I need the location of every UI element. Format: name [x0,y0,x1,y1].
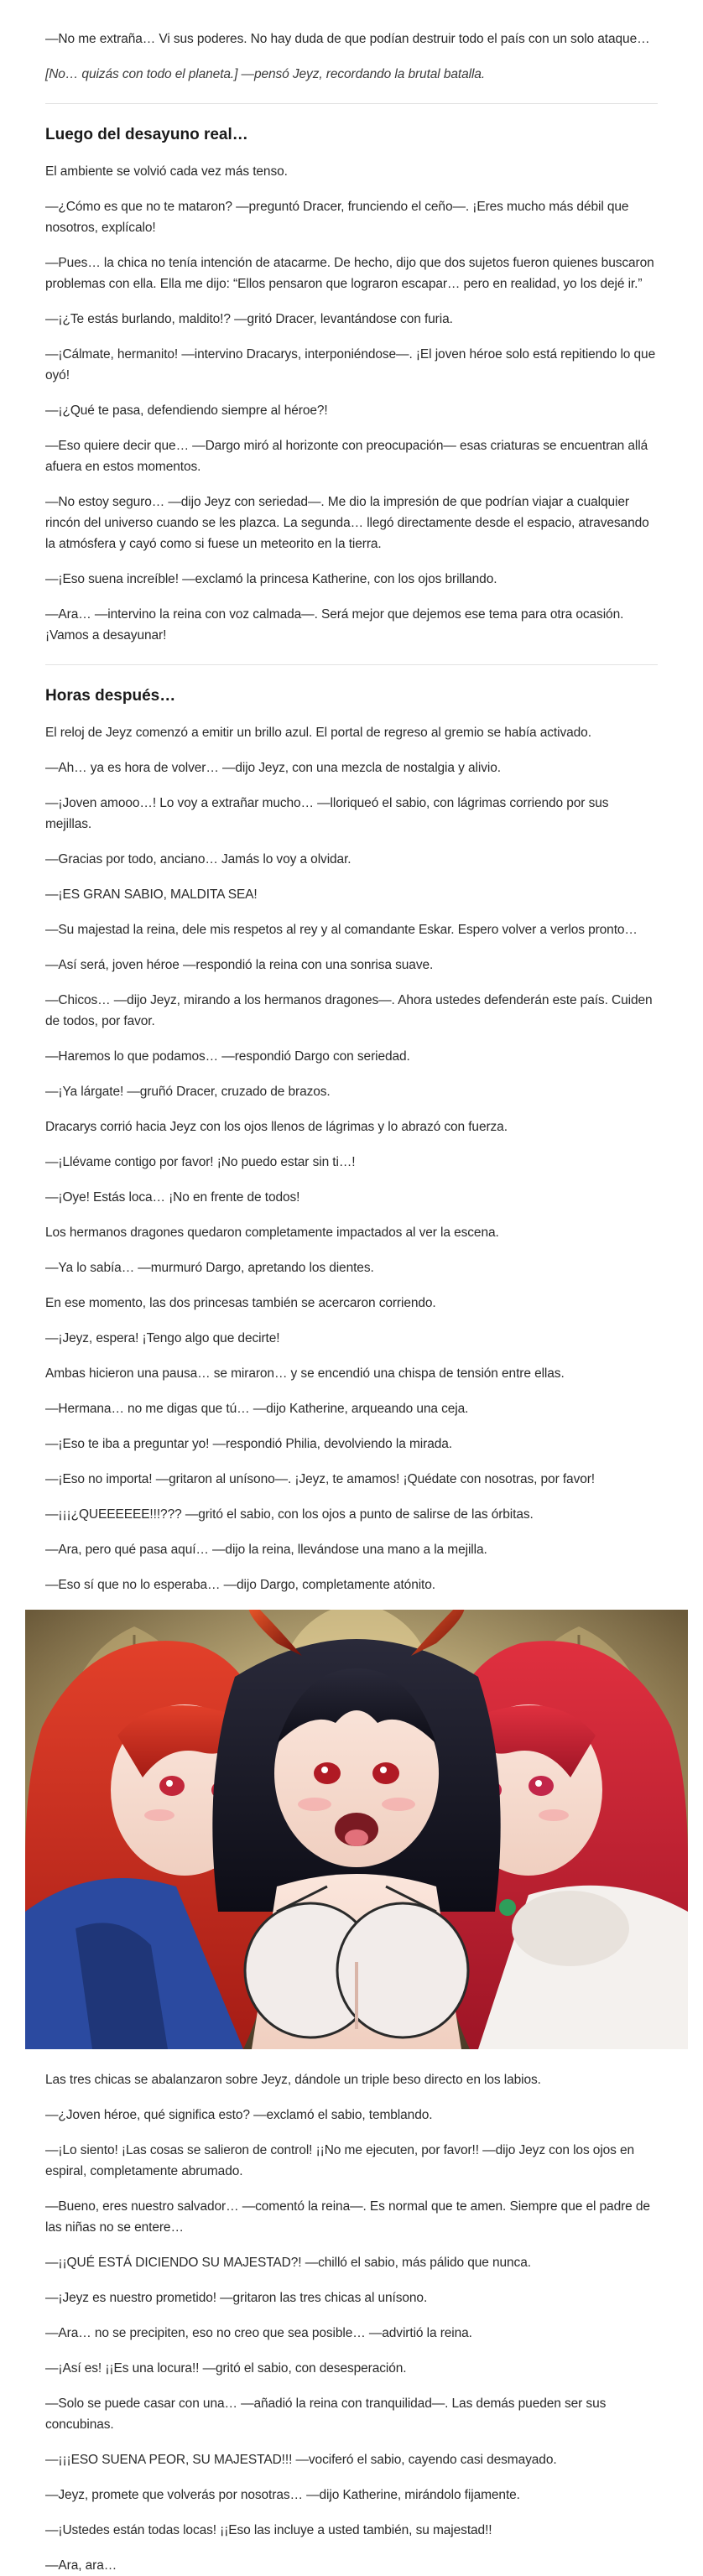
paragraph: —Ara, pero qué pasa aquí… —dijo la reina, llevándose una mano a la mejilla. [45,1543,487,1557]
paragraph: Las tres chicas se abalanzaron sobre Jeyz, dándole un triple beso directo en los labios. [45,2073,541,2087]
paragraph: —¡Lo siento! ¡Las cosas se salieron de control! ¡¡No me ejecuten, por favor!! —dijo Jeyz con los ojos en espiral, completamente abrumado. [45,2143,635,2178]
paragraph: —¡¿Te estás burlando, maldito!? —gritó Dracer, levantándose con furia. [45,312,453,326]
article-body [0,29,703,2576]
paragraph: —¡Eso te iba a preguntar yo! —respondió Philia, devolviendo la mirada. [45,1437,452,1451]
paragraph: —¡¿Qué te pasa, defendiendo siempre al héroe?! [45,403,328,418]
paragraph: —Ya lo sabía… —murmuró Dargo, apretando los dientes. [45,1261,374,1275]
thought-paragraph: [No… quizás con todo el planeta.] —pensó Jeyz, recordando la brutal batalla. [45,67,486,81]
paragraph: —¡¡¡ESO SUENA PEOR, SU MAJESTAD!!! —vociferó el sabio, cayendo casi desmayado. [45,2453,557,2467]
paragraph: —Así será, joven héroe —respondió la reina con una sonrisa suave. [45,958,434,972]
paragraph: —¿Joven héroe, qué significa esto? —exclamó el sabio, temblando. [45,2108,433,2122]
story-illustration [25,1610,688,2049]
paragraph: En ese momento, las dos princesas también se acercaron corriendo. [45,1296,436,1310]
paragraph: —Solo se puede casar con una… —añadió la reina con tranquilidad—. Las demás pueden ser sus concubinas. [45,2396,607,2432]
paragraph: —No me extraña… Vi sus poderes. No hay duda de que podían destruir todo el país con un solo ataque… [45,32,650,46]
section-3-paragraphs [45,2069,658,2576]
paragraph: —Ara… —intervino la reina con voz calmada—. Será mejor que dejemos ese tema para otra ocasión. ¡Vamos a desayunar! [45,607,624,643]
paragraph: —Ah… ya es hora de volver… —dijo Jeyz, con una mezcla de nostalgia y alivio. [45,761,501,775]
paragraph: —Eso quiere decir que… —Dargo miró al horizonte con preocupación— esas criaturas se encuentran allá afuera en estos momentos. [45,439,648,474]
paragraph: Ambas hicieron una pausa… se miraron… y se encendió una chispa de tensión entre ellas. [45,1366,565,1381]
paragraph: —Ara… no se precipiten, eso no creo que sea posible… —advirtió la reina. [45,2326,472,2340]
paragraph: Los hermanos dragones quedaron completamente impactados al ver la escena. [45,1226,499,1240]
paragraph: —¡Eso suena increíble! —exclamó la princesa Katherine, con los ojos brillando. [45,572,497,586]
paragraph: El ambiente se volvió cada vez más tenso. [45,164,288,179]
paragraph: —¡Así es! ¡¡Es una locura!! —gritó el sabio, con desesperación. [45,2361,407,2376]
paragraph: —¡Ya lárgate! —gruñó Dracer, cruzado de brazos. [45,1085,331,1099]
paragraph: Dracarys corrió hacia Jeyz con los ojos llenos de lágrimas y lo abrazó con fuerza. [45,1120,508,1134]
paragraph: —Bueno, eres nuestro salvador… —comentó la reina—. Es normal que te amen. Siempre que el padre de las niñas no se entere… [45,2199,650,2235]
paragraph: —¡Jeyz es nuestro prometido! —gritaron las tres chicas al unísono. [45,2291,428,2305]
paragraph: —¡¡¡¿QUEEEEEE!!!??? —gritó el sabio, con los ojos a punto de salirse de las órbitas. [45,1507,534,1522]
paragraph: —¡Ustedes están todas locas! ¡¡Eso las incluye a usted también, su majestad!! [45,2523,492,2537]
paragraph: —Haremos lo que podamos… —respondió Dargo con seriedad. [45,1049,410,1064]
section-heading: Horas después… [45,687,176,705]
illustration-artwork [25,1610,688,2049]
paragraph: —¿Cómo es que no te mataron? —preguntó Dracer, frunciendo el ceño—. ¡Eres mucho más débil que nosotros, explícalo! [45,200,629,235]
section-heading: Luego del desayuno real… [45,126,248,143]
paragraph: —Ara, ara… [45,2558,117,2573]
paragraph: El reloj de Jeyz comenzó a emitir un brillo azul. El portal de regreso al gremio se había activado. [45,726,591,740]
paragraph: —¡Oye! Estás loca… ¡No en frente de todos! [45,1190,300,1205]
paragraph: —No estoy seguro… —dijo Jeyz con seriedad—. Me dio la impresión de que podrían viajar a cualquier rincón del universo cuando se les plazca. La segunda… llegó directamente desde el espacio, atravesando la atmósfera y cayó como si fuese un meteorito en la tierra. [45,495,649,551]
paragraph: —¡Llévame contigo por favor! ¡No puedo estar sin ti…! [45,1155,356,1169]
section-1-paragraphs [45,161,658,646]
section-2-paragraphs [45,722,658,1595]
paragraph: —¡Cálmate, hermanito! —intervino Dracarys, interponiéndose—. ¡El joven héroe solo está repitiendo lo que oyó! [45,347,656,382]
paragraph: —Gracias por todo, anciano… Jamás lo voy a olvidar. [45,852,352,866]
section-divider [45,103,658,104]
paragraph: —Jeyz, promete que volverás por nosotras… —dijo Katherine, mirándolo fijamente. [45,2488,520,2502]
paragraph: —¡Joven amooo…! Lo voy a extrañar mucho… —lloriqueó el sabio, con lágrimas corriendo por sus mejillas. [45,796,609,831]
paragraph: —Su majestad la reina, dele mis respetos al rey y al comandante Eskar. Espero volver a verlos pronto… [45,923,638,937]
paragraph: —¡ES GRAN SABIO, MALDITA SEA! [45,887,258,902]
paragraph: —Pues… la chica no tenía intención de atacarme. De hecho, dijo que dos sujetos fueron quienes buscaron problemas con ella. Ella me dijo: “Ellos pensaron que lograron escapar… pero en realidad, yo los dejé ir.” [45,256,654,291]
paragraph: —¡Jeyz, espera! ¡Tengo algo que decirte! [45,1331,280,1345]
section-divider [45,664,658,665]
paragraph: —¡¡QUÉ ESTÁ DICIENDO SU MAJESTAD?! —chilló el sabio, más pálido que nunca. [45,2256,531,2270]
paragraph: —Hermana… no me digas que tú… —dijo Katherine, arqueando una ceja. [45,1402,469,1416]
paragraph: —Chicos… —dijo Jeyz, mirando a los hermanos dragones—. Ahora ustedes defenderán este país. Cuiden de todos, por favor. [45,993,653,1028]
paragraph: —¡Eso no importa! —gritaron al unísono—. ¡Jeyz, te amamos! ¡Quédate con nosotras, por favor! [45,1472,596,1486]
paragraph: —Eso sí que no lo esperaba… —dijo Dargo, completamente atónito. [45,1578,435,1592]
